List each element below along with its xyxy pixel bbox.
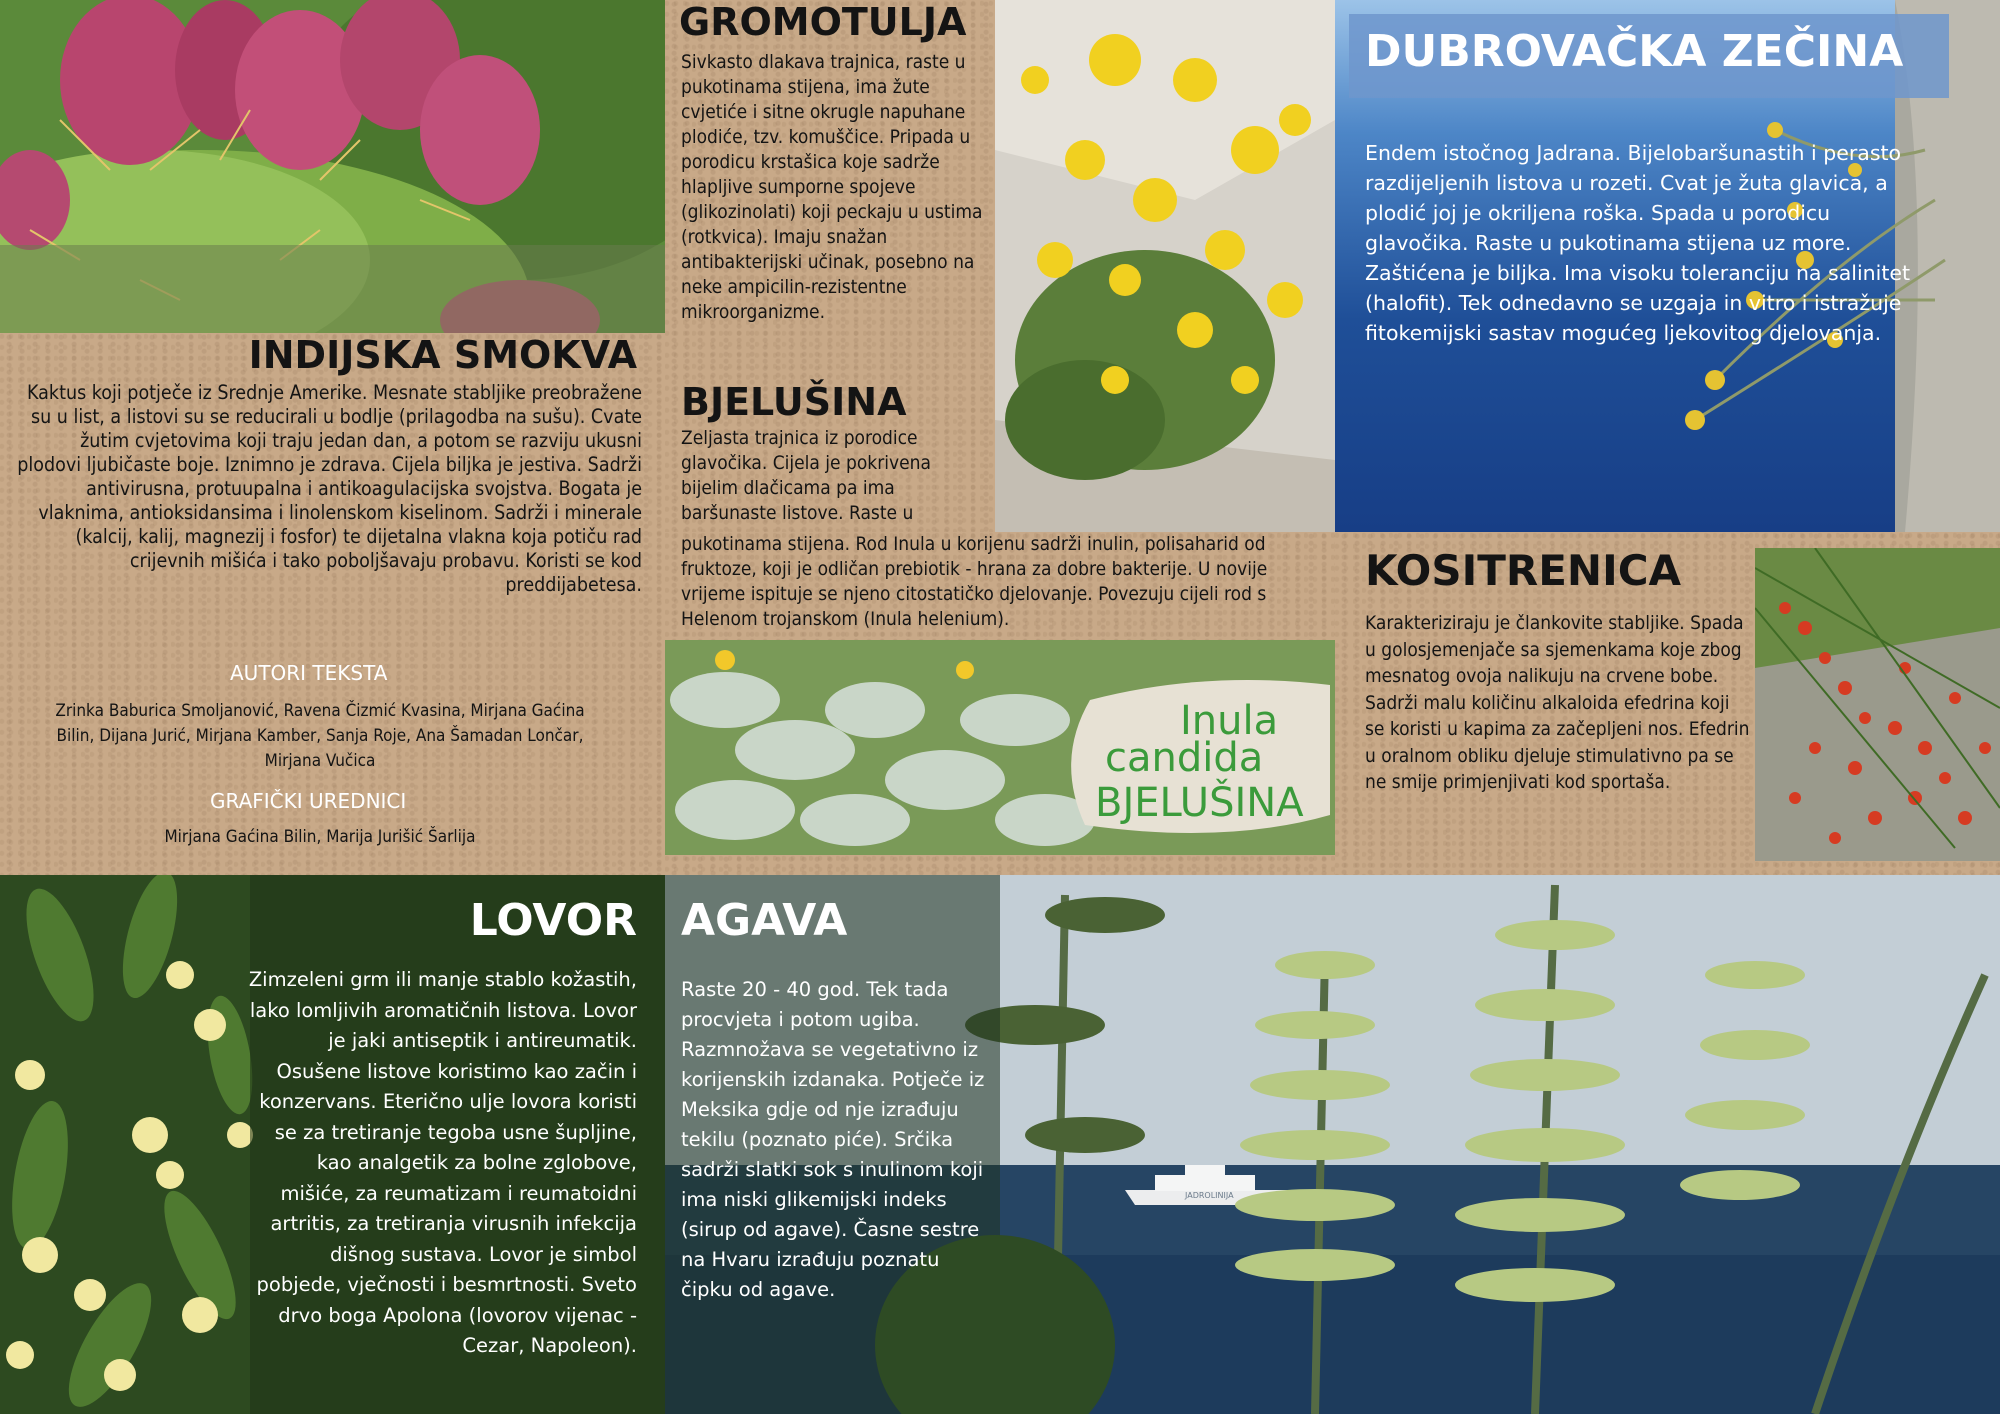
gromotulja-text: Sivkasto dlakava trajnica, raste u pukotinama stijena, ima žute cvjetiće i sitne okrugle napuhane plodiće, tzv. komuščice. Pripada u porodicu krstašica koje sadrže hlapljive sumporne spojeve (glikozinolati) koji peckaju u ustima (rotkvica). Imaju snažan antibakterijski učinak, posebno na neke ampicilin-rezistentne mikroorganizme. bbox=[681, 51, 983, 323]
gromotulja-photo bbox=[995, 0, 1335, 532]
bjelusina-text-bottom: pukotinama stijena. Rod Inula u korijenu sadrži inulin, polisaharid od fruktoze, koji je odličan prebiotik - hrana za dobre bakterije. U novije vrijeme ispituje se njeno citostatičko djelovanje. Povezuju cijeli rod s Helenom trojanskom (Inula helenium). bbox=[681, 533, 1268, 630]
editors-names: Mirjana Gaćina Bilin, Marija Jurišić Šarlija bbox=[164, 827, 476, 847]
dubrovacka-zecina-section bbox=[1335, 0, 2000, 532]
kositrenica-gap bbox=[1755, 532, 2000, 548]
lovor-section bbox=[0, 875, 665, 1414]
agava-text: Raste 20 - 40 god. Tek tada procvjeta i potom ugiba. Razmnožava se vegetativno iz korijenskih izdanaka. Potječe iz Meksika gdje od nje izrađuju tekilu (poznato piće). Srčika sadrži slatki sok s inulinom koji ima niski glikemijski indeks (sirup od agave). Časne sestre na Hvaru izrađuju poznatu čipku od agave. bbox=[681, 978, 985, 1301]
indijska-smokva-title: INDIJSKA SMOKVA bbox=[248, 333, 637, 377]
lovor-title: LOVOR bbox=[469, 895, 637, 946]
dubrovacka-zecina-text: Endem istočnog Jadrana. Bijelobaršunastih i perasto razdijeljenih listova u rozeti. Cvat je žuta glavica, a plodić joj je okriljena roška. Spada u porodicu glavočika. Raste u pukotinama stijena uz more. Zaštićena je biljka. Ima visoku toleranciju na salinitet (halofit). Tek odnedavno se uzgaja in vitro i istražuje fitokemijski sastav mogućeg ljekovitog djelovanja. bbox=[1365, 141, 1911, 345]
bjelusina-photo-gap bbox=[665, 855, 1335, 875]
editors-heading: GRAFIČKI UREDNICI bbox=[210, 789, 407, 813]
lovor-text: Zimzeleni grm ili manje stablo kožastih, lako lomljivih aromatičnih listova. Lovor je jaki antiseptik i antireumatik. Osušene listove koristimo kao začin i konzervans. Eterično ulje lovora koristi se za tretiranje tegoba usne šupljine, kao analgetik za bolne zglobove, mišiće, za reumatizam i reumatoidni artritis, za tretiranja virusnih infekcija dišnog sustava. Lovor je simbol pobjede, vječnosti i besmrtnosti. Sveto drvo boga Apolona (lovorov vijenac - Cezar, Napoleon). bbox=[248, 968, 637, 1357]
cactus-photo bbox=[0, 0, 665, 333]
kositrenica-text: Karakteriziraju je člankovite stabljike. Spada u golosjemenjače sa sjemenkama koje zbog mesnatog ovoja nalikuju na crvene bobe. Sadrži malu količinu alkaloida efedrina koji se koristi u kapima za začepljeni nos. Efedrin u oralnom obliku djeluje stimulativno pa se ne smije primjenjivati kod sportaša. bbox=[1365, 612, 1750, 793]
authors-heading: AUTORI TEKSTA bbox=[230, 661, 388, 685]
bjelusina-text-top: Zeljasta trajnica iz porodice glavočika. Cijela je pokrivena bijelim dlačicama pa ima baršunaste listove. Raste u bbox=[681, 427, 931, 524]
indijska-smokva-text: Kaktus koji potječe iz Srednje Amerike. Mesnate stabljike preobražene su u list, a listovi su se reducirali u bodlje (prilagodba na sušu). Cvate žutim cvjetovima koji traju jedan dan, a potom se razviju ukusni plodovi ljubičaste boje. Iznimno je zdrava. Cijela biljka je jestiva. Sadrži antivirusna, protuupalna i antikoagulacijska svojstva. Bogata je vlaknima, antioksidansima i linolenskom kiselinom. Sadrži i minerale (kalcij, kalij, magnezij i fosfor) te dijetalna vlakna koja potiču rad crijevnih mišića i tako poboljšavaju probavu. Koristi se kod preddijabetesa. bbox=[17, 381, 642, 596]
bjelusina-title: BJELUŠINA bbox=[681, 380, 907, 424]
dubrovacka-zecina-title: DUBROVAČKA ZEČINA bbox=[1365, 26, 1904, 77]
stone-label-line1: Inula bbox=[1180, 698, 1279, 744]
authors-names: Zrinka Baburica Smoljanović, Ravena Čizmić Kvasina, Mirjana Gaćina Bilin, Dijana Jurić, Mirjana Kamber, Sanja Roje, Ana Šamadan Lončar, Mirjana Vučica bbox=[55, 701, 585, 771]
kositrenica-title: KOSITRENICA bbox=[1365, 546, 1682, 595]
agava-title: AGAVA bbox=[681, 895, 848, 946]
kositrenica-gap-bottom bbox=[1755, 861, 2000, 875]
kositrenica-photo bbox=[1755, 548, 2000, 861]
indijska-smokva-section bbox=[0, 333, 665, 875]
stone-label-line2: candida bbox=[1105, 735, 1264, 781]
kositrenica-section bbox=[1335, 532, 1755, 875]
stone-label-line3: BJELUŠINA bbox=[1095, 780, 1304, 826]
bjelusina-photo bbox=[665, 640, 1335, 855]
agava-section bbox=[665, 875, 2000, 1414]
ferry-name: JADROLINIJA bbox=[1185, 1191, 1234, 1200]
gromotulja-title: GROMOTULJA bbox=[679, 0, 967, 44]
